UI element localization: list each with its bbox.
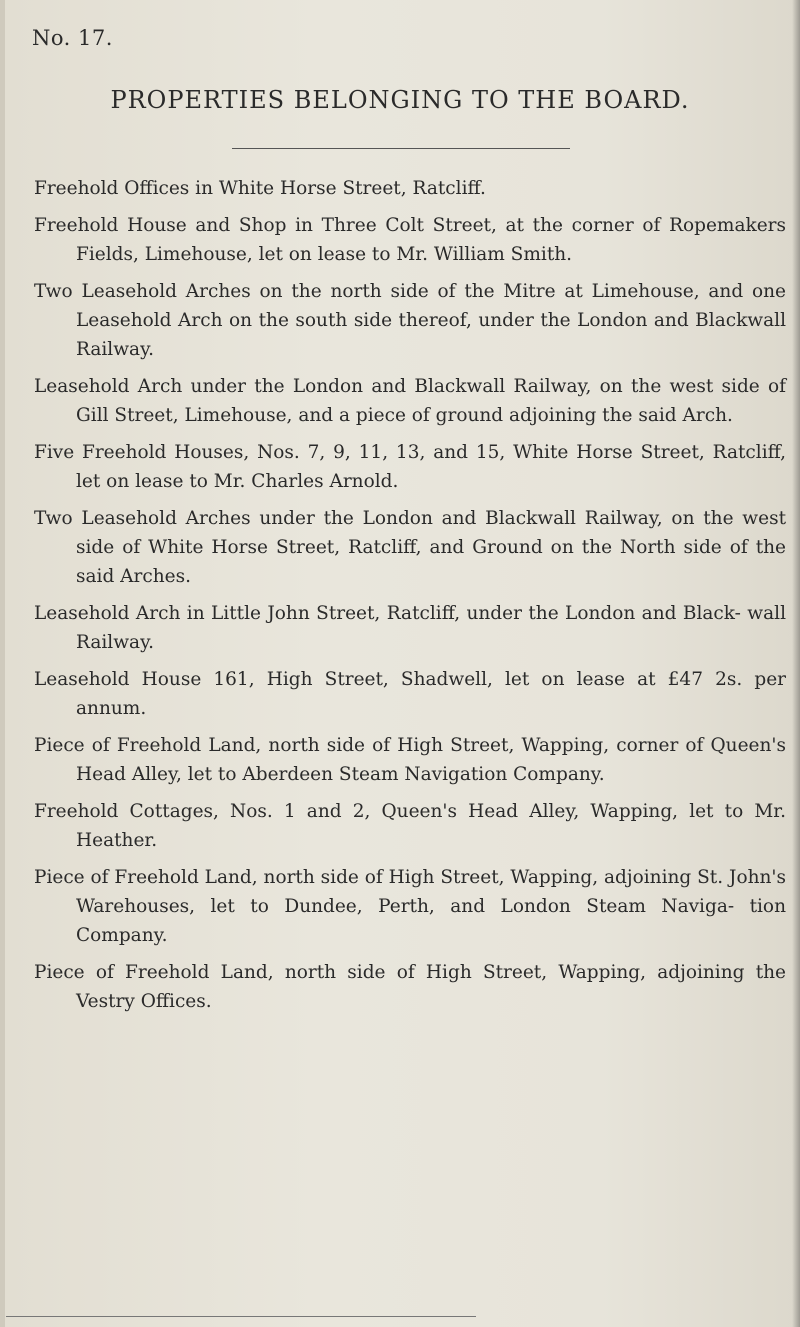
property-entry-8: Leasehold House 161, High Street, Shadwell, let on lease at £47 2s. per annum. xyxy=(34,669,786,719)
property-list xyxy=(34,174,786,1024)
property-entry-11: Piece of Freehold Land, north side of High Street, Wapping, adjoining St. John's Warehouses, let to Dundee, Perth, and London Steam Naviga- tion Company. xyxy=(34,867,786,946)
bottom-edge-line xyxy=(6,1316,476,1317)
property-entry-9: Piece of Freehold Land, north side of High Street, Wapping, corner of Queen's Head Alley, let to Aberdeen Steam Navigation Company. xyxy=(34,735,786,785)
property-entry-7: Leasehold Arch in Little John Street, Ratcliff, under the London and Black- wall Railway. xyxy=(34,603,786,653)
property-entry-1: Freehold Offices in White Horse Street, Ratcliff. xyxy=(34,178,486,199)
page-right-shadow xyxy=(792,0,800,1327)
property-entry-6: Two Leasehold Arches under the London and Blackwall Railway, on the west side of White Horse Street, Ratcliff, and Ground on the North side of the said Arches. xyxy=(34,508,786,587)
title-divider xyxy=(232,148,570,149)
property-entry-2: Freehold House and Shop in Three Colt Street, at the corner of Ropemakers Fields, Limehouse, let on lease to Mr. William Smith. xyxy=(34,215,786,265)
page-left-edge xyxy=(0,0,5,1327)
property-entry-3: Two Leasehold Arches on the north side of the Mitre at Limehouse, and one Leasehold Arch on the south side thereof, under the London and Blackwall Railway. xyxy=(34,281,786,360)
property-entry-4: Leasehold Arch under the London and Blackwall Railway, on the west side of Gill Street, Limehouse, and a piece of ground adjoining the said Arch. xyxy=(34,376,786,426)
property-entry-5: Five Freehold Houses, Nos. 7, 9, 11, 13, and 15, White Horse Street, Ratcliff, let on lease to Mr. Charles Arnold. xyxy=(34,442,786,492)
property-entry-10: Freehold Cottages, Nos. 1 and 2, Queen's Head Alley, Wapping, let to Mr. Heather. xyxy=(34,801,786,851)
page-number: No. 17. xyxy=(32,26,113,50)
property-entry-12: Piece of Freehold Land, north side of High Street, Wapping, adjoining the Vestry Offices. xyxy=(34,962,786,1012)
page-title: PROPERTIES BELONGING TO THE BOARD. xyxy=(110,86,690,114)
